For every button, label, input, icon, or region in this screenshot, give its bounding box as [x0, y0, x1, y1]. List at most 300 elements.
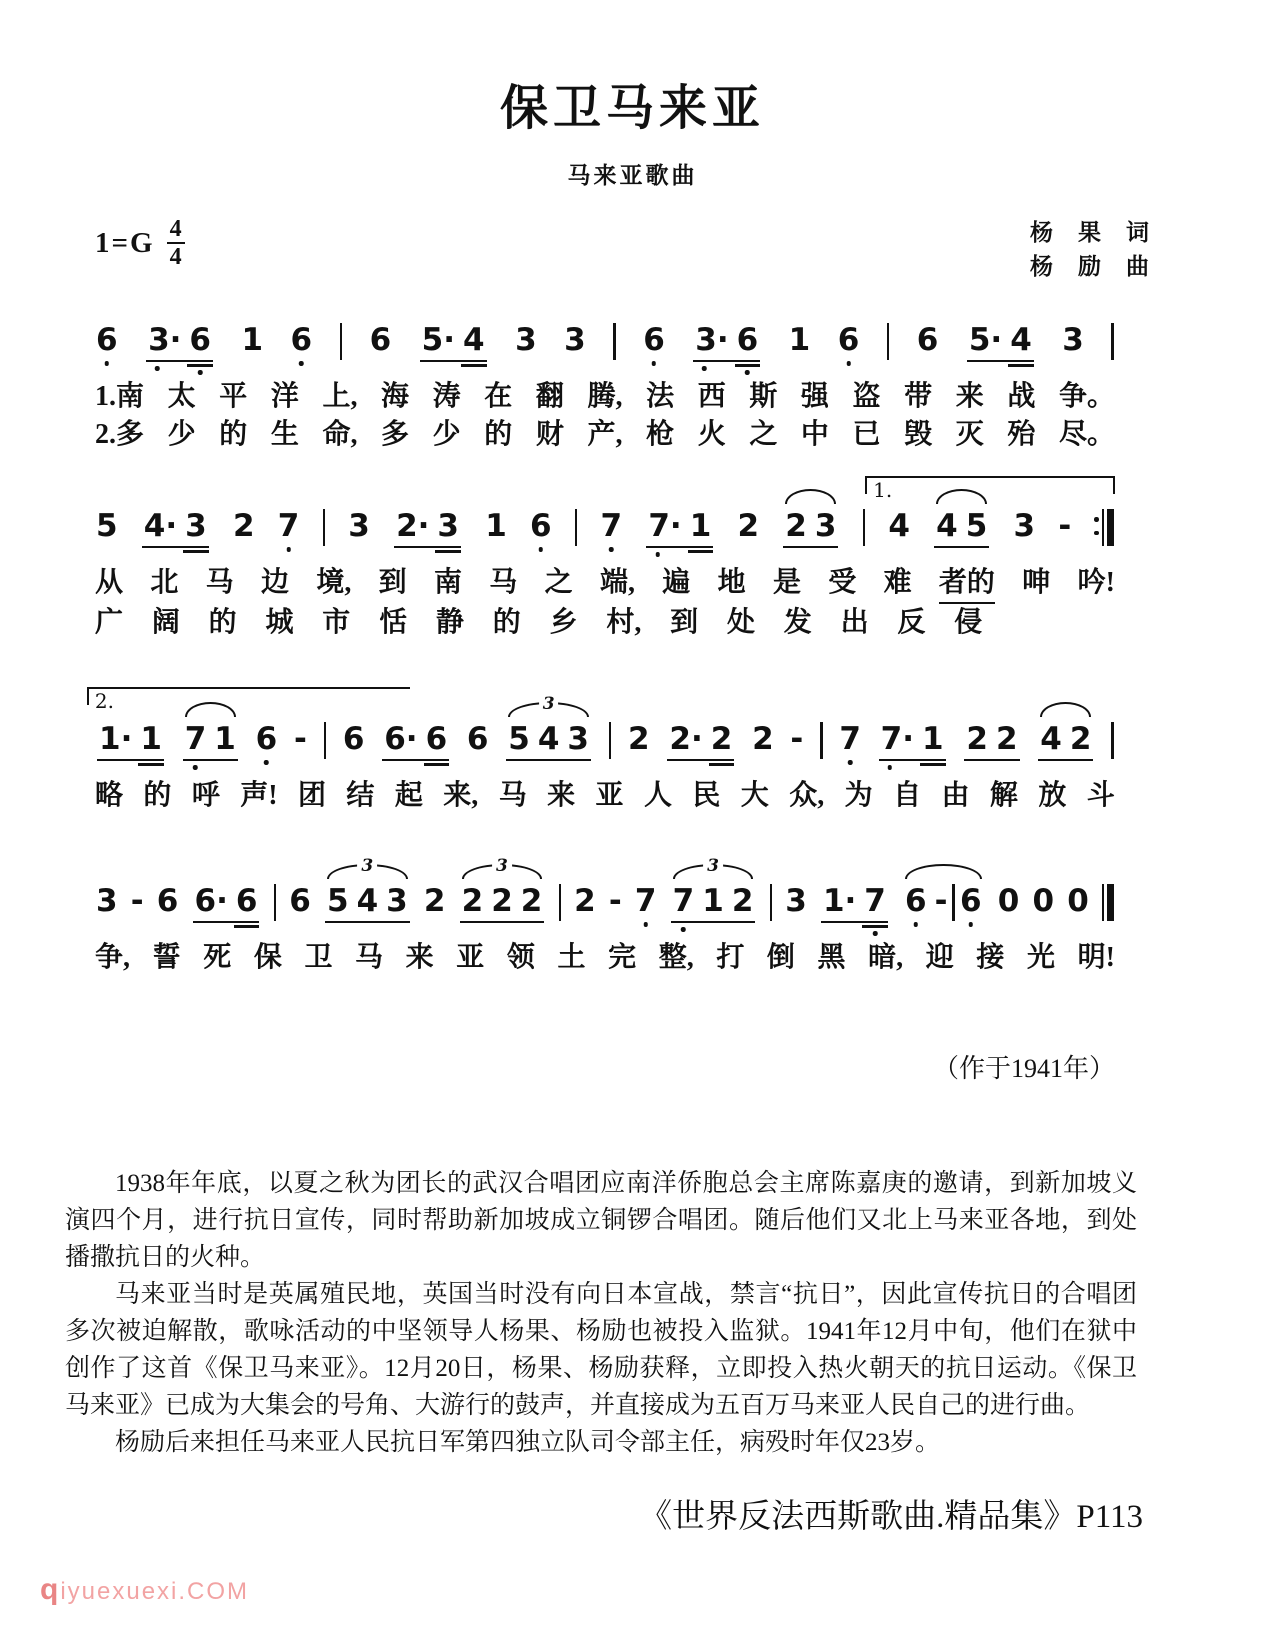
lyric-syllable: 生	[270, 419, 299, 450]
credits	[1030, 216, 1150, 284]
lyric-syllable: 村,	[606, 607, 642, 638]
lyric-syllable: 多	[381, 419, 410, 450]
beam	[671, 921, 756, 924]
music-line-3	[94, 689, 1115, 815]
triplet-number: 3	[539, 695, 559, 713]
lyric-syllable: 整,	[658, 942, 694, 973]
lyric-syllable: 打	[716, 942, 745, 973]
lyric-row	[95, 939, 1115, 977]
note: 4	[936, 508, 958, 544]
lyrics-line-2	[95, 564, 1115, 642]
note: 6	[369, 322, 392, 358]
triplet-number: 3	[357, 857, 377, 875]
lyric-syllable: 洋	[270, 381, 299, 412]
beam	[821, 921, 888, 924]
note: 6	[916, 322, 939, 358]
lyric-syllable: 带	[904, 381, 933, 412]
note: 2	[628, 721, 650, 757]
beam	[325, 921, 410, 924]
lyric-syllable: 由	[941, 780, 970, 811]
beam	[183, 759, 238, 762]
sixteenth-beam	[183, 550, 209, 553]
note: 3	[433, 488, 463, 562]
music-line-2	[95, 478, 1115, 642]
lyric-syllable: 命,	[322, 419, 358, 450]
lyric-syllable: 明!	[1077, 942, 1115, 973]
beam	[783, 546, 838, 549]
note-group	[819, 863, 890, 937]
lyric-syllable: 团	[298, 780, 327, 811]
barline	[322, 488, 327, 562]
barline	[1110, 302, 1115, 376]
lyrics-line-4	[95, 939, 1115, 977]
note-group	[781, 488, 840, 562]
note: 3	[785, 883, 807, 919]
notes-row-1	[95, 302, 1115, 376]
beam	[394, 546, 461, 549]
beam	[142, 546, 209, 549]
lyric-syllable: 端,	[599, 567, 635, 598]
note: 1	[788, 322, 811, 358]
low-octave-dot	[745, 370, 750, 375]
note: 6·	[384, 721, 418, 757]
sixteenth-beam	[187, 364, 213, 367]
paragraph-2: 马来亚当时是英属殖民地，英国当时没有向日本宣战，禁言“抗日”，因此宣传抗日的合唱团多次被迫解散，歌咏活动的中坚领导人杨果、杨励也被投入监狱。1941年12月中旬，他们在狱中创作了这首《保卫马来亚》。12月20日，杨果、杨励获释，立即投入热火朝天的抗日运动。《保卫马来亚》已成为大集会的号角、大游行的鼓声，并直接成为五百万马来亚人民自己的进行曲。	[65, 1281, 1137, 1419]
note: 3	[564, 322, 586, 358]
lyric-syllable: 平	[219, 381, 248, 412]
low-octave-dot	[652, 361, 657, 366]
note: 6·	[194, 883, 228, 919]
note: 0	[1032, 883, 1055, 919]
low-octave-dot	[193, 765, 198, 770]
note: 6	[232, 863, 262, 937]
lyric-syllable: 上,	[322, 381, 358, 412]
note: 3	[814, 508, 837, 544]
note: 2	[737, 508, 760, 544]
note: 1	[918, 701, 948, 775]
watermark	[40, 1573, 249, 1607]
note: 2	[966, 721, 988, 757]
sixteenth-beam	[234, 925, 260, 928]
lyric-syllable: 来	[547, 780, 576, 811]
lyric-syllable: 毁	[904, 419, 933, 450]
note: 7	[669, 863, 699, 937]
note-group	[323, 856, 412, 937]
watermark-text: iyuexuexi.COM	[60, 1578, 250, 1605]
note: 1·	[822, 883, 857, 919]
note: -	[293, 721, 307, 757]
note: 3	[96, 883, 118, 919]
lyric-syllable: 来	[955, 381, 984, 412]
low-octave-dot	[848, 760, 853, 765]
note: 2	[731, 883, 754, 919]
note: 6	[466, 721, 489, 757]
barline	[323, 701, 328, 775]
lyric-syllable: 土	[557, 942, 586, 973]
triplet-number: 3	[492, 857, 512, 875]
lyric-syllable: 来	[405, 942, 434, 973]
lyric-syllable: 西	[697, 381, 726, 412]
note: 6	[837, 302, 861, 376]
lyric-row	[95, 564, 1115, 604]
beam	[97, 759, 164, 762]
note: -	[130, 883, 144, 919]
lyric-syllable: 尽。	[1058, 419, 1115, 450]
note: 6	[733, 302, 763, 376]
note: 7·	[644, 488, 685, 562]
low-octave-dot	[299, 361, 304, 366]
note: 2	[995, 721, 1018, 757]
lyric-syllable: 为	[844, 780, 873, 811]
lyric-syllable: 光	[1026, 942, 1055, 973]
note-group	[877, 701, 948, 775]
lyric-syllable: 争。	[1058, 381, 1115, 412]
note: 0	[997, 883, 1020, 919]
lyric-syllable: 声!	[240, 780, 278, 811]
lyrics-line-3	[95, 777, 1115, 815]
note: 1	[136, 701, 166, 775]
lyric-syllable: 难	[883, 567, 912, 598]
lyric-syllable: 少	[432, 419, 461, 450]
note: 7·	[877, 701, 918, 775]
lyric-syllable: 中	[800, 419, 829, 450]
note: 6	[529, 488, 553, 562]
barline	[574, 488, 579, 562]
song-subtitle: 马来亚歌曲	[567, 163, 698, 188]
lyric-syllable: 殆	[1007, 419, 1036, 450]
note: 6	[185, 302, 215, 376]
note: 5·	[421, 322, 456, 358]
barline	[769, 863, 774, 937]
note: 4·	[143, 508, 178, 544]
lyric-syllable: 南	[433, 567, 462, 598]
lyric-syllable: 在	[484, 381, 513, 412]
barline	[1101, 863, 1115, 937]
note-group	[691, 302, 762, 376]
lyric-syllable: 誓	[152, 942, 181, 973]
lyric-syllable: 翻	[535, 381, 564, 412]
note: 2	[491, 883, 513, 919]
lyric-syllable: 之	[544, 567, 573, 598]
note: 4	[356, 883, 379, 919]
lyric-syllable: 强	[800, 381, 829, 412]
note: 1·	[99, 721, 133, 757]
note: -	[608, 883, 622, 919]
note: 6	[901, 863, 931, 937]
lyric-syllable: 的	[219, 419, 248, 450]
music-line-1	[95, 302, 1115, 454]
lyric-syllable: 枪	[646, 419, 675, 450]
low-octave-dot	[846, 361, 851, 366]
barline	[886, 302, 891, 376]
note-group	[504, 694, 593, 775]
lyric-syllable: 卫	[304, 942, 333, 973]
lyric-syllable: 保	[253, 942, 282, 973]
lyric-row	[95, 416, 1115, 454]
second-ending-label: 2.	[94, 689, 114, 713]
lyric-syllable: 已	[852, 419, 881, 450]
note: 7	[634, 863, 658, 937]
notes-row-2	[95, 488, 1115, 562]
note: 2·	[669, 721, 703, 757]
lyric-syllable: 亚	[595, 780, 624, 811]
beam	[420, 360, 487, 363]
lyric-syllable: 遍	[662, 567, 691, 598]
triplet-number: 3	[703, 857, 723, 875]
note: 7	[277, 488, 301, 562]
lyric-syllable: 境,	[316, 567, 352, 598]
beam	[506, 759, 591, 762]
sixteenth-beam	[862, 925, 888, 928]
composition-date: （作于1941年）	[932, 1054, 1115, 1083]
lyric-syllable: 暗,	[868, 942, 904, 973]
lyric-syllable: 静	[435, 607, 464, 638]
note: 6	[289, 883, 311, 919]
lyric-row	[95, 378, 1115, 416]
lyric-syllable: 众,	[789, 780, 825, 811]
time-signature-top: 4	[167, 216, 185, 244]
first-ending-bracket	[865, 476, 1115, 502]
note: 2	[752, 721, 774, 757]
lyric-syllable: 受	[828, 567, 857, 598]
lyric-syllable: 略	[95, 780, 124, 811]
note-group	[965, 302, 1036, 376]
lyric-syllable: 倒	[766, 942, 795, 973]
note: 2	[520, 883, 543, 919]
lyric-syllable: 来,	[443, 780, 479, 811]
note-group	[932, 488, 991, 562]
note: 6	[95, 302, 119, 376]
source-citation: 《世界反法西斯歌曲.精品集》P113	[639, 1499, 1143, 1535]
note: 4	[1006, 302, 1036, 376]
note: 3	[348, 508, 370, 544]
note: 6	[342, 721, 365, 757]
note: 7	[838, 701, 862, 775]
note: 3	[386, 883, 408, 919]
beam	[934, 546, 989, 549]
lyric-syllable: 之	[749, 419, 778, 450]
time-signature	[167, 216, 185, 270]
lyric-syllable: 的	[208, 607, 237, 638]
lyric-syllable: 少	[167, 419, 196, 450]
lyric-syllable: 处	[726, 607, 755, 638]
lyric-syllable: 呻	[1022, 567, 1051, 598]
lyric-syllable: 解	[989, 780, 1018, 811]
low-octave-dot	[914, 922, 919, 927]
lyric-syllable: 马	[205, 567, 234, 598]
note: 7	[860, 863, 890, 937]
lyric-syllable: 人	[643, 780, 672, 811]
lyric-syllable: 太	[167, 381, 196, 412]
lyric-syllable: 2.多	[95, 419, 145, 450]
low-octave-dot	[655, 552, 660, 557]
note: 6	[642, 302, 666, 376]
sixteenth-beam	[709, 763, 735, 766]
note: -	[790, 721, 804, 757]
barline	[273, 863, 278, 937]
note: 2	[423, 883, 446, 919]
lyric-syllable: 恬	[379, 607, 408, 638]
beam	[667, 759, 734, 762]
note-group	[901, 863, 986, 937]
low-octave-dot	[681, 927, 686, 932]
note: 1	[686, 488, 716, 562]
lyric-syllable: 出	[840, 607, 869, 638]
lyric-syllable: 大	[740, 780, 769, 811]
beam	[146, 360, 213, 363]
beam	[460, 921, 545, 924]
note-group	[140, 488, 211, 562]
key-signature: 1=G	[95, 226, 155, 259]
lyric-syllable: 到	[670, 607, 699, 638]
notes-row-3	[95, 694, 1115, 775]
song-background-notes	[65, 1165, 1137, 1461]
watermark-bold: q	[40, 1573, 61, 1606]
lyric-syllable: 腾,	[587, 381, 623, 412]
lyric-syllable: 法	[646, 381, 675, 412]
barline	[1110, 701, 1115, 775]
song-title: 保卫马来亚	[499, 82, 765, 135]
lyric-syllable: 发	[783, 607, 812, 638]
note: 3	[515, 322, 537, 358]
beam	[693, 360, 760, 363]
low-octave-dot	[105, 361, 110, 366]
composer-credit: 杨 励 曲	[1030, 254, 1150, 279]
lyric-syllable: 亚	[456, 942, 485, 973]
note: 6	[290, 302, 314, 376]
note-group	[669, 856, 758, 937]
note-group	[191, 863, 262, 937]
sixteenth-beam	[735, 364, 761, 367]
low-octave-dot	[873, 931, 878, 936]
lyric-syllable: 斯	[749, 381, 778, 412]
lyric-syllable: 财	[535, 419, 564, 450]
key-time-signature	[95, 216, 185, 270]
time-signature-bottom: 4	[169, 244, 182, 270]
lyric-row	[95, 604, 1115, 642]
barline	[339, 302, 344, 376]
second-ending-bracket	[87, 687, 410, 713]
note: 5·	[968, 322, 1003, 358]
note-group	[418, 302, 489, 376]
first-ending-label: 1.	[873, 478, 893, 502]
note-group	[458, 856, 547, 937]
low-octave-dot	[264, 760, 269, 765]
note: 1	[485, 508, 507, 544]
low-octave-dot	[643, 922, 648, 927]
beam	[382, 759, 449, 762]
lyric-syllable: 北	[150, 567, 179, 598]
note: 2·	[396, 508, 430, 544]
score	[95, 302, 1115, 977]
lyric-syllable: 到	[378, 567, 407, 598]
note: 2	[707, 701, 737, 775]
sixteenth-beam	[435, 550, 461, 553]
note-group	[1036, 701, 1095, 775]
lyric-syllable: 的	[492, 607, 521, 638]
lyric-syllable: 接	[976, 942, 1005, 973]
barline	[819, 701, 824, 775]
lyric-syllable: 战	[1007, 381, 1036, 412]
note-group	[181, 701, 240, 775]
lyric-syllable: 乡	[549, 607, 578, 638]
lyric-syllable: 自	[893, 780, 922, 811]
low-octave-dot	[155, 366, 160, 371]
lyric-syllable: 反	[897, 607, 926, 638]
lyric-syllable: 产,	[587, 419, 623, 450]
note: 5	[965, 508, 988, 544]
lyric-syllable: 争,	[95, 942, 131, 973]
lyric-syllable: 盗	[852, 381, 881, 412]
lyric-syllable: 马	[498, 780, 527, 811]
lyric-syllable: 涛	[432, 381, 461, 412]
lyric-syllable: 市	[322, 607, 351, 638]
note: -	[934, 883, 948, 919]
lyric-syllable: 结	[346, 780, 375, 811]
lyric-syllable: 海	[381, 381, 410, 412]
beam	[193, 921, 260, 924]
lyric-syllable: 斗	[1086, 780, 1115, 811]
barline	[612, 302, 617, 376]
note: 3	[181, 488, 211, 562]
low-octave-dot	[286, 547, 291, 552]
lyric-syllable: 1.南	[95, 381, 145, 412]
lyric-syllable: 者的	[939, 564, 995, 604]
lyricist-credit: 杨 果 词	[1030, 220, 1150, 245]
note: 7	[600, 488, 624, 562]
note-group	[644, 488, 715, 562]
lyric-syllable: 地	[717, 567, 746, 598]
low-octave-dot	[702, 366, 707, 371]
beam	[967, 360, 1034, 363]
note: 4	[537, 721, 560, 757]
lyric-syllable: 马	[355, 942, 384, 973]
beam	[964, 759, 1019, 762]
paragraph-1: 1938年年底，以夏之秋为团长的武汉合唱团应南洋侨胞总会主席陈嘉庚的邀请，到新加坡义演四个月，进行抗日宣传，同时帮助新加坡成立铜锣合唱团。随后他们又北上马来亚各地，到处播撒抗日的火种。	[65, 1170, 1137, 1271]
lyric-syllable: 灭	[955, 419, 984, 450]
lyric-syllable: 起	[394, 780, 423, 811]
lyric-syllable: 民	[692, 780, 721, 811]
note: 4	[888, 508, 910, 544]
lyric-syllable: 从	[95, 567, 124, 598]
note: 3	[1013, 508, 1036, 544]
note: 6	[156, 883, 179, 919]
barline	[1093, 488, 1115, 562]
note: 3·	[691, 302, 732, 376]
note-group	[665, 701, 736, 775]
lyric-syllable: 放	[1038, 780, 1067, 811]
notes-row-4	[95, 856, 1115, 937]
note: 1	[214, 721, 236, 757]
barline	[862, 488, 867, 562]
note: 2	[1069, 721, 1092, 757]
low-octave-dot	[539, 547, 544, 552]
note: -	[1058, 508, 1072, 544]
sixteenth-beam	[1008, 364, 1034, 367]
note: 2	[785, 508, 807, 544]
note: 4	[459, 302, 489, 376]
note-group	[144, 302, 215, 376]
lyric-syllable: 呼	[191, 780, 220, 811]
note: 2	[574, 883, 596, 919]
sixteenth-beam	[138, 763, 164, 766]
note: 4	[1040, 721, 1062, 757]
meta-row	[95, 216, 1150, 284]
note: 6	[422, 701, 452, 775]
beam	[646, 546, 713, 549]
beam	[1038, 759, 1093, 762]
note: 2	[232, 508, 255, 544]
